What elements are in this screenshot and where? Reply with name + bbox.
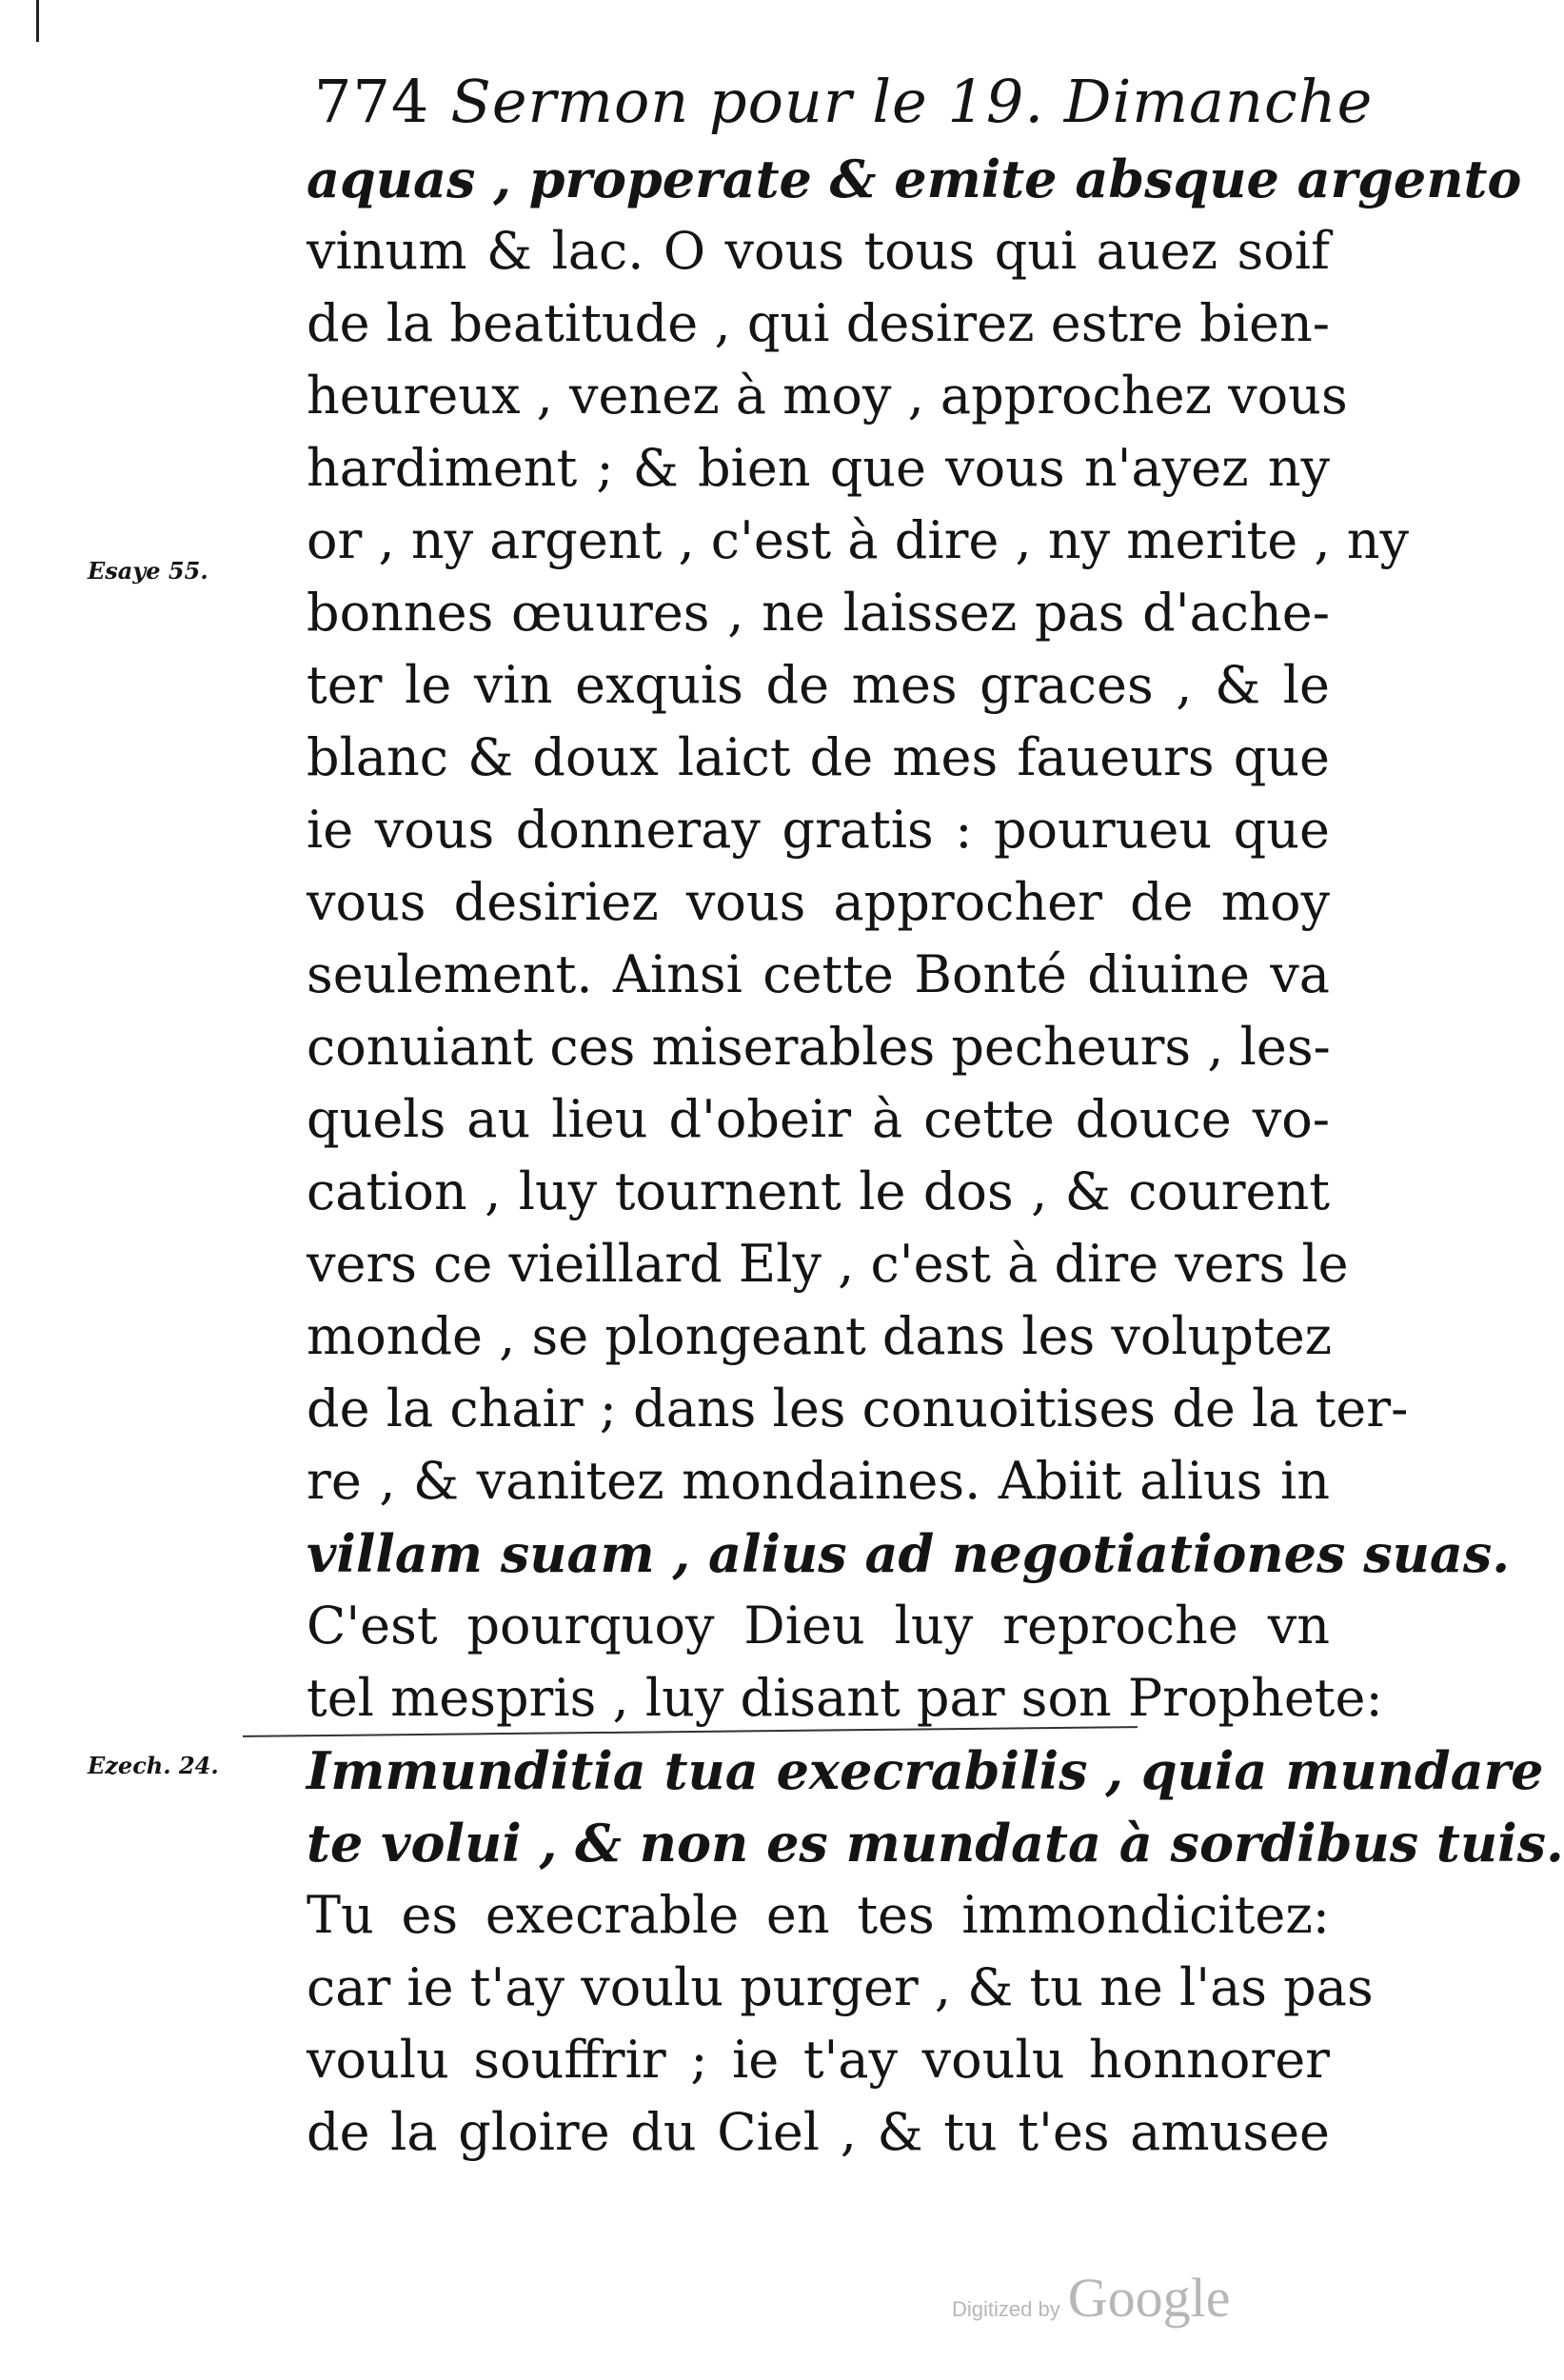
text-line: or , ny argent , c'est à dire , ny merite , ny [307,510,1409,570]
text-line: de la chair ; dans les conuoitises de la ter- [307,1378,1409,1438]
text-line: conuiant ces miserables pecheurs , les- [307,1017,1331,1077]
text-line: blanc & doux laict de mes faueurs que [307,727,1330,787]
text-line: tel mespris , luy disant par son Prophete: [307,1668,1383,1728]
body-text [307,143,1564,2169]
text-line: C'est pourquoy Dieu luy reproche vn [307,1596,1330,1656]
page-number: 774 [314,67,430,136]
text-line: Tu es execrable en tes immondicitez: [307,1885,1330,1945]
google-logo: Google [1067,2267,1231,2329]
text-line: de la gloire du Ciel , & tu t'es amusee [307,2102,1330,2162]
text-line: cation , luy tournent le dos , & courent [307,1161,1330,1221]
digitized-by-watermark [952,2266,1230,2330]
text-line: car ie t'ay voulu purger , & tu ne l'as pas [307,1957,1374,2017]
text-line: aquas , properate & emite absque argento [307,149,1522,209]
text-line: seulement. Ainsi cette Bonté diuine va [307,944,1330,1004]
text-line: bonnes œuures , ne laissez pas d'ache- [307,583,1330,643]
text-line: heureux , venez à moy , approchez vous [307,366,1348,426]
text-line: hardiment ; & bien que vous n'ayez ny [307,438,1330,498]
text-line: Immunditia tua execrabilis , quia mundare [307,1740,1544,1801]
page-header [314,67,1373,136]
text-line: quels au lieu d'obeir à cette douce vo- [307,1089,1330,1149]
page-edge-mark [36,0,39,42]
running-title: Sermon pour le 19. Dimanche [450,67,1374,136]
text-line: de la beatitude , qui desirez estre bien- [307,293,1330,353]
text-line: villam suam , alius ad negotiationes suas. [307,1523,1511,1584]
margin-note-ezekiel: Ezech. 24. [88,1752,219,1779]
margin-note-isaiah: Esaye 55. [88,557,208,585]
text-line: ter le vin exquis de mes graces , & le [307,655,1330,715]
text-line: monde , se plongeant dans les voluptez [307,1306,1333,1366]
text-line: vinum & lac. O vous tous qui auez soif [307,221,1330,281]
text-line: vers ce vieillard Ely , c'est à dire vers le [307,1234,1349,1294]
text-line: vous desiriez vous approcher de moy [307,872,1330,932]
text-line: re , & vanitez mondaines. Abiit alius in [307,1451,1330,1511]
text-line: voulu souffrir ; ie t'ay voulu honnorer [307,2030,1330,2090]
text-line: ie vous donneray gratis : pourueu que [307,800,1330,860]
digitized-label: Digitized by [952,2297,1060,2321]
text-line: te volui , & non es mundata à sordibus tuis. [307,1813,1564,1874]
